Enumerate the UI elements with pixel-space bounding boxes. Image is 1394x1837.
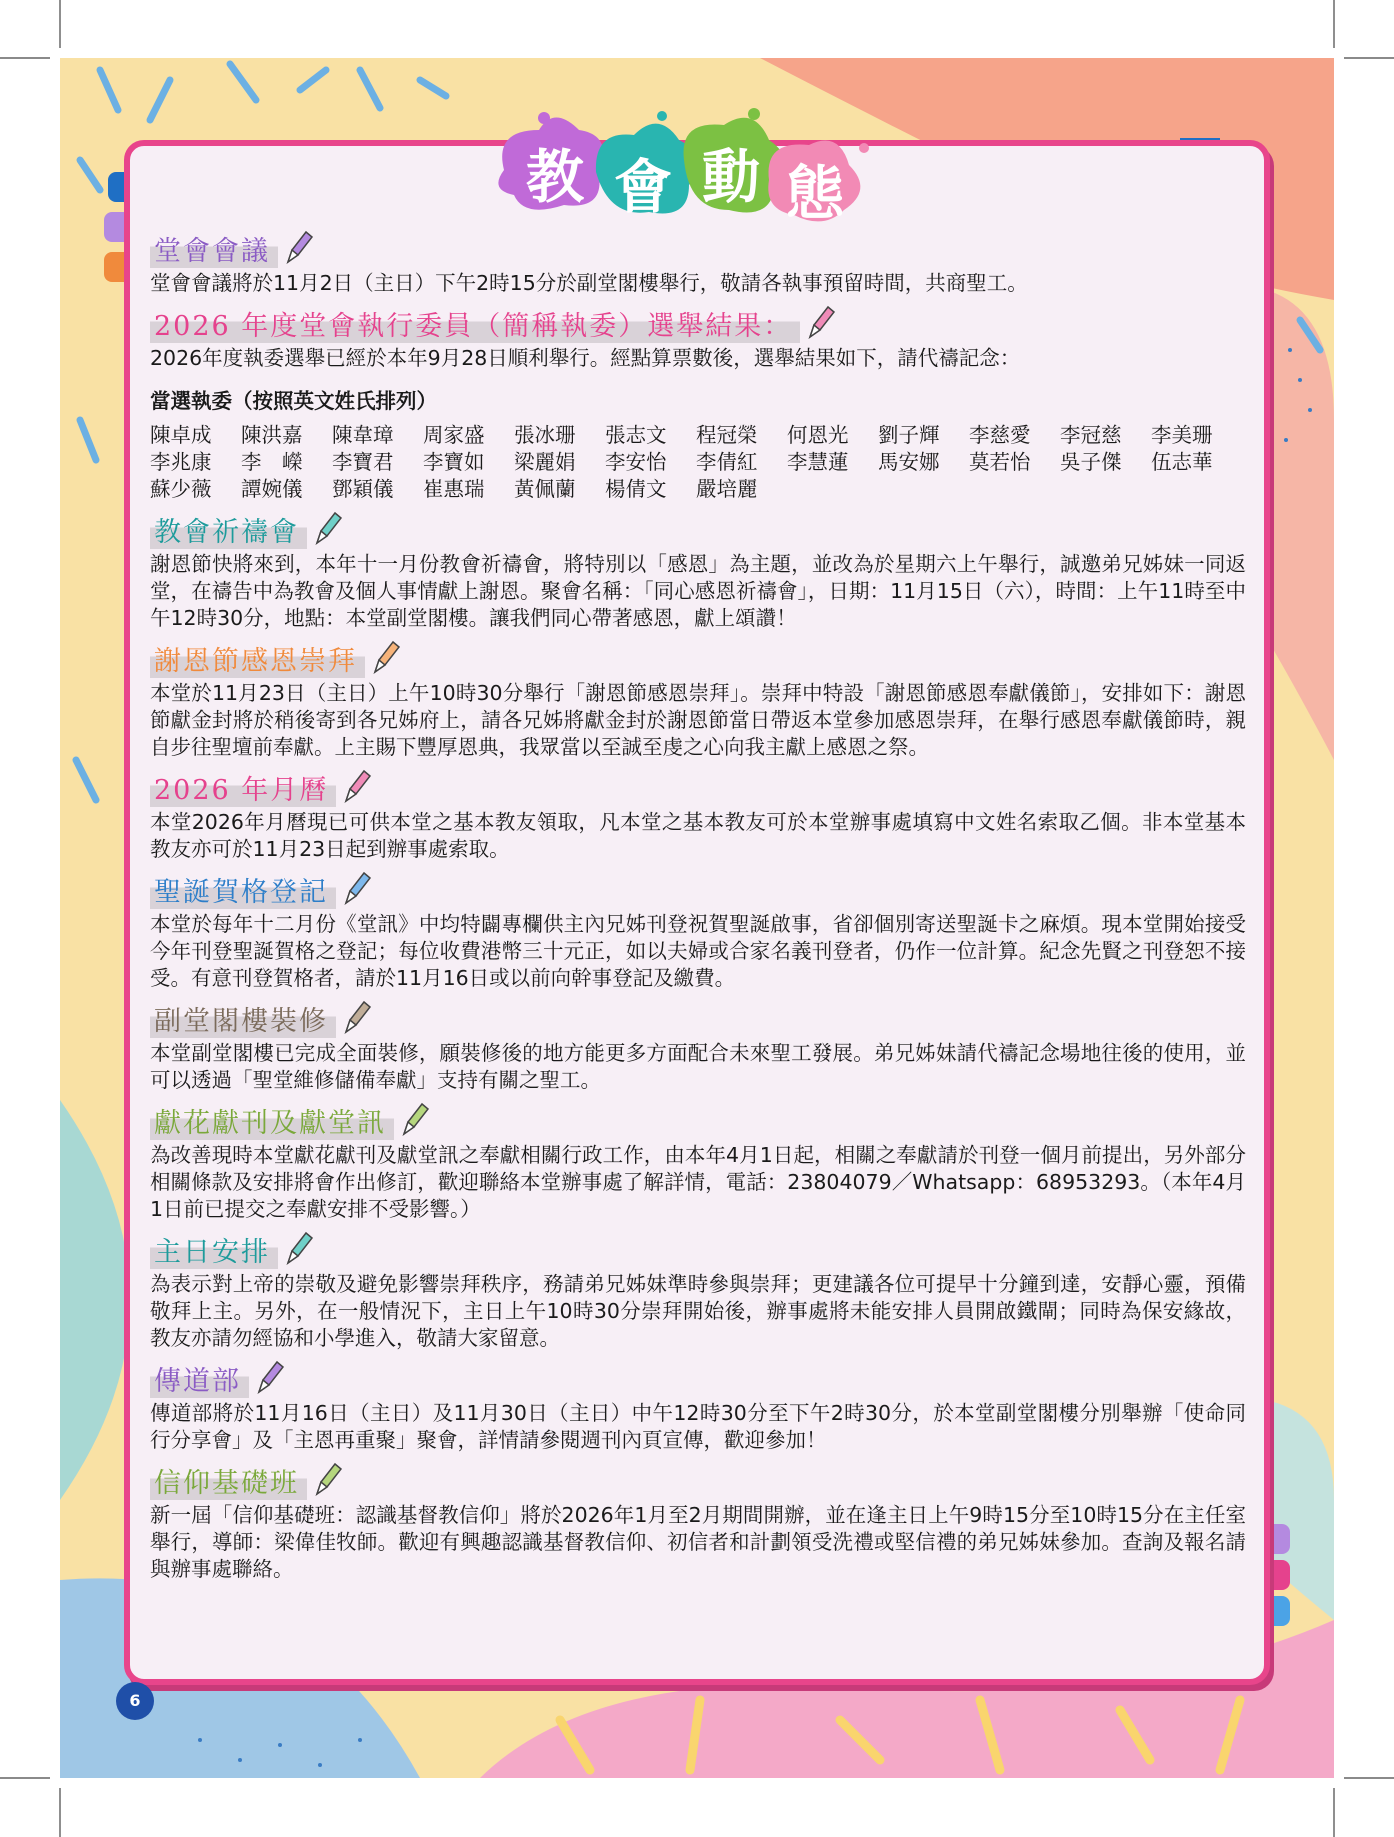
title-char-2: 會 [613,153,672,221]
elected-member-name: 莫若怡 [969,450,1031,474]
section-renovation [150,996,1246,1094]
elected-member-name: 伍志華 [1151,450,1213,474]
section-evangelism [150,1356,1246,1454]
section-church-council [150,226,1246,297]
section-christmas-greetings [150,867,1246,992]
elected-member-name: 張冰珊 [514,423,576,447]
elected-member-name: 黃佩蘭 [514,477,576,501]
elected-members-subheading: 當選執委（按照英文姓氏排列） [150,389,437,413]
section-heading: 獻花獻刊及獻堂訊 [150,1101,394,1140]
section-prayer-meeting [150,507,1246,632]
elected-member-name: 李 嶸 [241,450,303,474]
elected-member-name: 李安怡 [605,450,667,474]
title-char-3: 動 [701,143,760,211]
elected-member-name: 李寶如 [423,450,485,474]
pencil-icon [802,303,836,343]
section-heading: 謝恩節感恩崇拜 [150,639,365,678]
section-text: 2026年度執委選舉已經於本年9月28日順利舉行。經點算票數後，選舉結果如下，請代禱記念： [150,346,1021,370]
elected-member-name: 李美珊 [1151,423,1213,447]
section-text: 新一屆「信仰基礎班：認識基督教信仰」將於2026年1月至2月期間開辦，並在逢主日上午9時15分至10時15分在主任室舉行，導師：梁偉佳牧師。歡迎有興趣認識基督教信仰、初信者和計劃領受洗禮或堅信禮的弟兄姊妹參加。查詢及報名請與辦事處聯絡。 [150,1503,1246,1581]
section-heading: 傳道部 [150,1359,249,1398]
elected-member-name: 吳子傑 [1060,450,1122,474]
section-text: 為表示對上帝的崇敬及避免影響崇拜秩序，務請弟兄姊妹準時參與崇拜；更建議各位可提早十分鐘到達，安靜心靈，預備敬拜上主。另外，在一般情況下，主日上午10時30分崇拜開始後，辦事處將未能安排人員開啟鐵閘；同時為保安緣故，教友亦請勿經協和小學進入，敬請大家留意。 [150,1272,1246,1350]
section-offerings [150,1098,1246,1223]
elected-member-name: 李慧蓮 [787,450,849,474]
elected-member-name: 蘇少薇 [150,477,212,501]
pencil-icon [338,767,372,807]
elected-member-name: 陳韋璋 [332,423,394,447]
elected-members-list [150,422,1246,503]
page-title [484,100,884,230]
section-election-results [150,301,1246,503]
section-heading: 堂會會議 [150,229,278,268]
elected-member-name: 陳洪嘉 [241,423,303,447]
elected-member-name: 楊倩文 [605,477,667,501]
section-faith-class [150,1458,1246,1583]
section-heading: 聖誕賀格登記 [150,870,336,909]
elected-member-name: 周家盛 [423,423,485,447]
pencil-icon [309,509,343,549]
section-calendar [150,765,1246,863]
elected-member-name: 嚴培麗 [696,477,758,501]
section-text: 為改善現時本堂獻花獻刊及獻堂訊之奉獻相關行政工作，由本年4月1日起，相關之奉獻請於刊登一個月前提出，另外部分相關條款及安排將會作出修訂，歡迎聯絡本堂辦事處了解詳情，電話：23804079／Whatsapp：68953293。（本年4月1日前已提交之奉獻安排不受影響。） [150,1143,1246,1221]
pencil-icon [251,1358,285,1398]
elected-member-name: 李倩紅 [696,450,758,474]
elected-member-name: 譚婉儀 [241,477,303,501]
section-heading: 信仰基礎班 [150,1461,307,1500]
section-heading: 教會祈禱會 [150,510,307,549]
section-text: 本堂於每年十二月份《堂訊》中均特闢專欄供主內兄姊刊登祝賀聖誕啟事，省卻個別寄送聖誕卡之麻煩。現本堂開始接受今年刊登聖誕賀格之登記；每位收費港幣三十元正，如以夫婦或合家名義刊登者，仍作一位計算。紀念先賢之刊登恕不接受。有意刊登賀格者，請於11月16日或以前向幹事登記及繳費。 [150,912,1246,990]
elected-member-name: 何恩光 [787,423,849,447]
section-heading: 2026 年月曆 [150,768,336,807]
title-char-4: 態 [785,159,844,227]
elected-member-name: 李冠慈 [1060,423,1122,447]
section-text: 傳道部將於11月16日（主日）及11月30日（主日）中午12時30分至下午2時30分，於本堂副堂閣樓分別舉辦「使命同行分享會」及「主恩再重聚」聚會，詳情請參閱週刊內頁宣傳，歡迎參加！ [150,1401,1246,1452]
elected-member-name: 張志文 [605,423,667,447]
section-sunday-arrangement [150,1227,1246,1352]
section-text: 堂會會議將於11月2日（主日）下午2時15分於副堂閣樓舉行，敬請各執事預留時間，共商聖工。 [150,271,1028,295]
section-text: 本堂副堂閣樓已完成全面裝修，願裝修後的地方能更多方面配合未來聖工發展。弟兄姊妹請代禱記念場地往後的使用，並可以透過「聖堂維修儲備奉獻」支持有關之聖工。 [150,1041,1246,1092]
pencil-icon [309,1460,343,1500]
section-text: 謝恩節快將來到，本年十一月份教會祈禱會，將特別以「感恩」為主題，並改為於星期六上午舉行，誠邀弟兄姊妹一同返堂，在禱告中為教會及個人事情獻上謝恩。聚會名稱：「同心感恩祈禱會」，日期：11月15日（六），時間：上午11時至中午12時30分，地點：本堂副堂閣樓。讓我們同心帶著感恩，獻上頌讚！ [150,552,1246,630]
announcements [150,222,1246,1583]
elected-member-name: 陳卓成 [150,423,212,447]
title-char-1: 教 [525,143,584,211]
elected-member-name: 劉子輝 [878,423,940,447]
pencil-icon [396,1100,430,1140]
pencil-icon [280,1229,314,1269]
section-thanksgiving-service [150,636,1246,761]
elected-member-name: 崔惠瑞 [423,477,485,501]
elected-member-name: 梁麗娟 [514,450,576,474]
section-heading: 2026 年度堂會執行委員（簡稱執委）選舉結果： [150,304,800,343]
elected-member-name: 李兆康 [150,450,212,474]
elected-member-name: 鄧穎儀 [332,477,394,501]
elected-member-name: 程冠榮 [696,423,758,447]
pencil-icon [338,869,372,909]
pencil-icon [338,998,372,1038]
elected-member-name: 李寶君 [332,450,394,474]
section-heading: 主日安排 [150,1230,278,1269]
elected-member-name: 馬安娜 [878,450,940,474]
section-heading: 副堂閣樓裝修 [150,999,336,1038]
section-text: 本堂2026年月曆現已可供本堂之基本教友領取，凡本堂之基本教友可於本堂辦事處填寫中文姓名索取乙個。非本堂基本教友亦可於11月23日起到辦事處索取。 [150,810,1246,861]
pencil-icon [367,638,401,678]
section-text: 本堂於11月23日（主日）上午10時30分舉行「謝恩節感恩崇拜」。崇拜中特設「謝恩節感恩奉獻儀節」，安排如下：謝恩節獻金封將於稍後寄到各兄姊府上，請各兄姊將獻金封於謝恩節當日帶返本堂參加感恩崇拜，在舉行感恩奉獻儀節時，親自步往聖壇前奉獻。上主賜下豐厚恩典，我眾當以至誠至虔之心向我主獻上感恩之祭。 [150,681,1246,759]
pencil-icon [280,228,314,268]
elected-member-name: 李慈愛 [969,423,1031,447]
page-number-badge: 6 [116,1682,154,1720]
